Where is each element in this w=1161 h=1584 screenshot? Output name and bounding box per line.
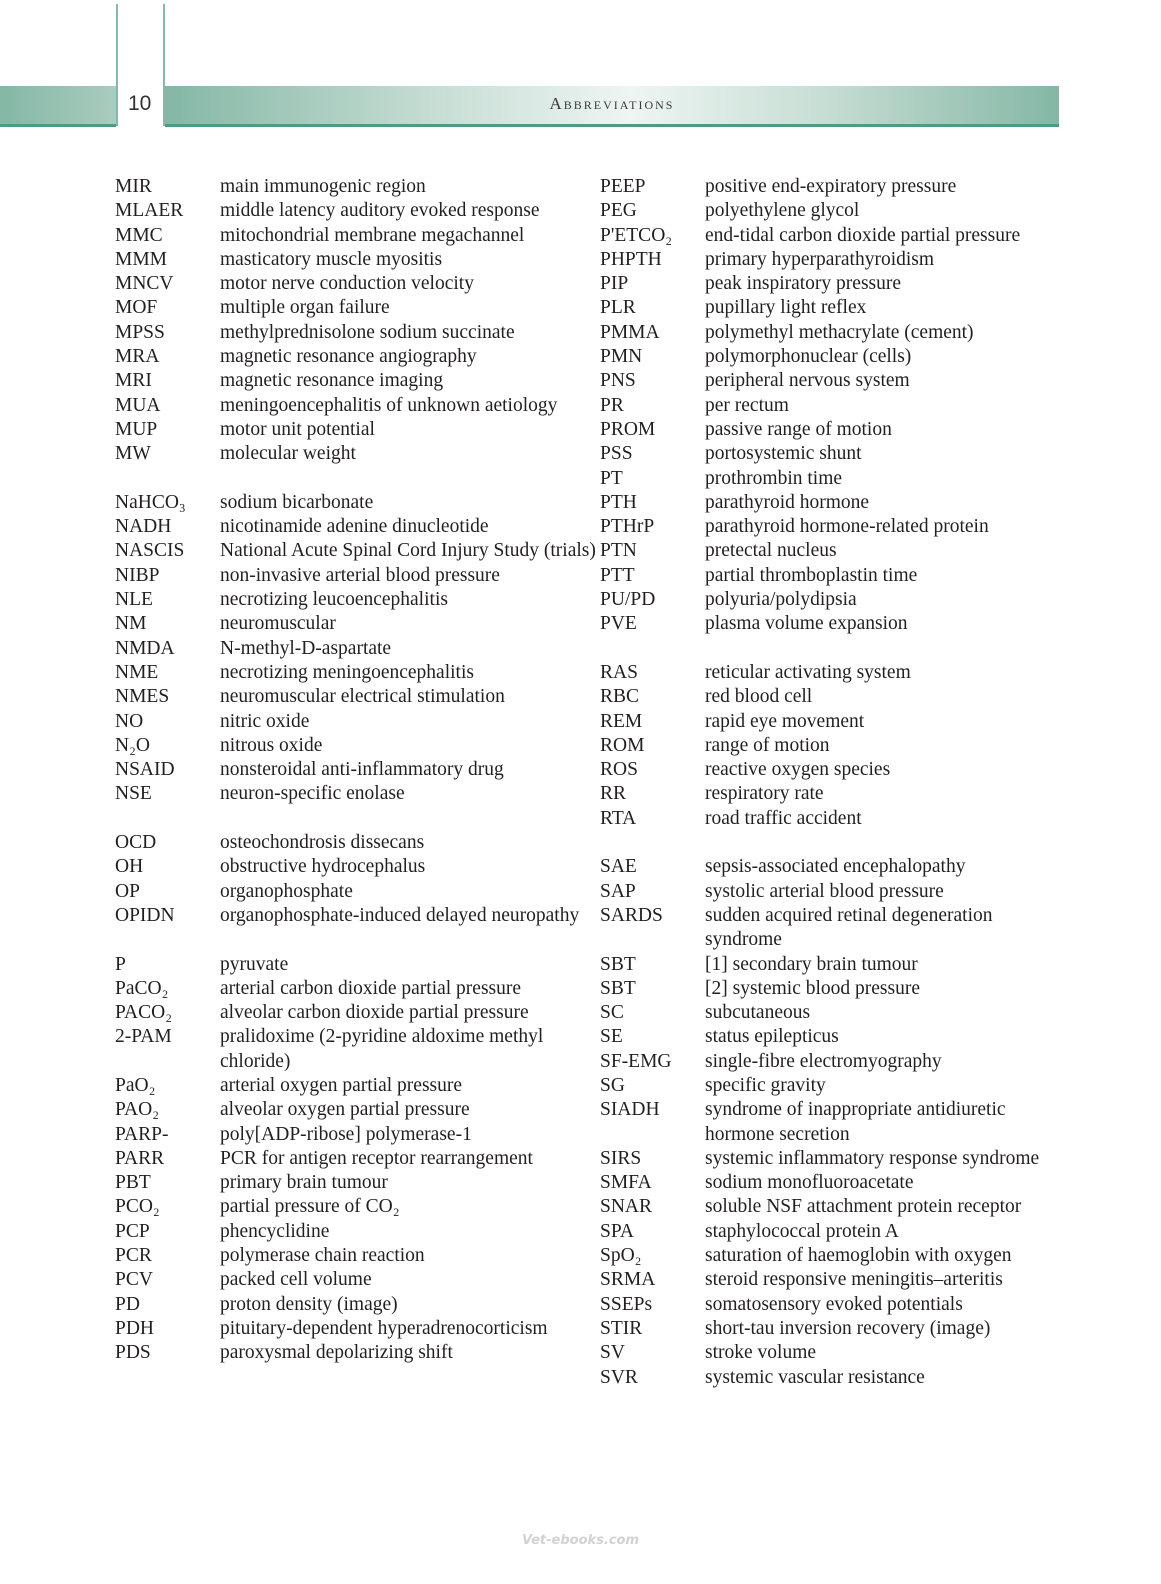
abbreviation-definition: polyuria/polydipsia bbox=[705, 589, 857, 611]
abbreviation-term: PTT bbox=[600, 564, 635, 586]
abbreviation-term: P'ETCO₂ bbox=[600, 224, 673, 246]
abbreviation-definition: alveolar carbon dioxide partial pressure bbox=[220, 1002, 529, 1024]
abbreviation-entry bbox=[600, 1098, 1060, 1147]
abbreviation-term: MUP bbox=[115, 418, 158, 440]
abbreviation-entry bbox=[115, 953, 615, 977]
abbreviation-term: MMM bbox=[115, 248, 168, 270]
margin-rule-left bbox=[116, 4, 118, 126]
abbreviation-entry bbox=[115, 1147, 615, 1171]
abbreviation-term: PVE bbox=[600, 613, 637, 635]
abbreviation-definition: red blood cell bbox=[705, 686, 813, 708]
abbreviation-entry bbox=[600, 953, 1060, 977]
abbreviation-term: ROS bbox=[600, 759, 638, 781]
abbreviation-definition: non-invasive arterial blood pressure bbox=[220, 564, 500, 586]
abbreviation-entry bbox=[600, 588, 1060, 612]
abbreviation-entry bbox=[115, 248, 615, 272]
abbreviation-term: NMES bbox=[115, 686, 170, 708]
abbreviation-definition: end-tidal carbon dioxide partial pressure bbox=[705, 224, 1021, 246]
abbreviation-definition: N-methyl-D-aspartate bbox=[220, 637, 392, 659]
abbreviation-entry bbox=[600, 394, 1060, 418]
abbreviation-entry bbox=[600, 345, 1060, 369]
abbreviation-entry bbox=[600, 734, 1060, 758]
abbreviation-definition: polymethyl methacrylate (cement) bbox=[705, 321, 974, 343]
abbreviation-term: MOF bbox=[115, 297, 158, 319]
abbreviation-entry bbox=[600, 199, 1060, 223]
abbreviation-term: SVR bbox=[600, 1366, 638, 1388]
abbreviation-term: PaO₂ bbox=[115, 1074, 156, 1096]
abbreviation-definition: organophosphate bbox=[220, 880, 353, 902]
abbreviation-term: N₂O bbox=[115, 734, 150, 756]
abbreviation-entry bbox=[115, 345, 615, 369]
abbreviation-definition: status epilepticus bbox=[705, 1026, 839, 1048]
abbreviation-term: MPSS bbox=[115, 321, 165, 343]
abbreviation-entry bbox=[115, 491, 615, 515]
abbreviation-term: MIR bbox=[115, 176, 152, 197]
abbreviation-term: NSAID bbox=[115, 759, 175, 781]
abbreviation-definition: single-fibre electromyography bbox=[705, 1050, 942, 1072]
abbreviation-entry bbox=[600, 661, 1060, 685]
abbreviation-entry bbox=[600, 1220, 1060, 1244]
abbreviation-entry bbox=[600, 782, 1060, 806]
abbreviation-definition: prothrombin time bbox=[705, 467, 843, 489]
abbreviation-definition: poly[ADP-ribose] polymerase-1 bbox=[220, 1123, 472, 1145]
abbreviation-entry bbox=[115, 1171, 615, 1195]
abbreviation-entry bbox=[115, 977, 615, 1001]
abbreviation-entry bbox=[600, 1171, 1060, 1195]
abbreviation-entry bbox=[600, 1341, 1060, 1365]
abbreviation-term: PTHrP bbox=[600, 516, 655, 538]
abbreviation-entry bbox=[600, 710, 1060, 734]
abbreviation-definition: nonsteroidal anti-inflammatory drug bbox=[220, 759, 504, 781]
abbreviation-term: SE bbox=[600, 1026, 623, 1048]
abbreviation-term: 2-PAM bbox=[115, 1026, 172, 1048]
abbreviation-definition: neuron-specific enolase bbox=[220, 783, 405, 805]
header-band-left bbox=[0, 86, 116, 127]
abbreviation-definition: polymorphonuclear (cells) bbox=[705, 346, 912, 368]
abbreviation-entry bbox=[115, 296, 615, 320]
abbreviation-entry bbox=[115, 588, 615, 612]
abbreviation-entry bbox=[115, 564, 615, 588]
abbreviation-definition: passive range of motion bbox=[705, 418, 892, 440]
abbreviation-entry bbox=[600, 296, 1060, 320]
abbreviation-definition: neuromuscular bbox=[220, 613, 336, 635]
abbreviation-definition: rapid eye movement bbox=[705, 710, 865, 732]
running-title: Abbreviations bbox=[549, 94, 675, 113]
abbreviation-entry bbox=[600, 1366, 1060, 1390]
abbreviation-definition: main immunogenic region bbox=[220, 176, 426, 197]
abbreviation-entry bbox=[115, 782, 615, 806]
abbreviation-definition: partial thromboplastin time bbox=[705, 564, 918, 586]
abbreviation-definition: staphylococcal protein A bbox=[705, 1220, 899, 1242]
abbreviation-definition: parathyroid hormone bbox=[705, 491, 870, 513]
abbreviation-term: SNAR bbox=[600, 1196, 653, 1218]
abbreviation-entry bbox=[600, 321, 1060, 345]
abbreviation-entry bbox=[115, 855, 615, 879]
abbreviation-entry bbox=[115, 1244, 615, 1268]
abbreviation-term: PLR bbox=[600, 297, 636, 319]
abbreviation-definition: proton density (image) bbox=[220, 1293, 398, 1315]
abbreviation-term: PDH bbox=[115, 1317, 155, 1339]
abbreviation-definition: pituitary-dependent hyperadrenocorticism bbox=[220, 1317, 548, 1339]
abbreviation-entry bbox=[600, 855, 1060, 879]
abbreviation-entry bbox=[600, 539, 1060, 563]
abbreviation-definition: pyruvate bbox=[220, 953, 289, 975]
abbreviation-term: NASCIS bbox=[115, 540, 185, 562]
abbreviation-term: SBT bbox=[600, 953, 636, 975]
abbreviation-definition: polyethylene glycol bbox=[705, 200, 860, 222]
abbreviation-list-left bbox=[115, 175, 615, 1366]
abbreviation-term: PMMA bbox=[600, 321, 660, 343]
abbreviation-term: PR bbox=[600, 394, 624, 416]
abbreviation-definition: nitric oxide bbox=[220, 710, 310, 732]
abbreviation-entry bbox=[600, 442, 1060, 466]
abbreviation-definition: neuromuscular electrical stimulation bbox=[220, 686, 505, 708]
abbreviation-entry bbox=[600, 1025, 1060, 1049]
abbreviation-term: RTA bbox=[600, 807, 637, 829]
abbreviation-term: PBT bbox=[115, 1172, 151, 1194]
abbreviation-definition: [1] secondary brain tumour bbox=[705, 953, 918, 975]
abbreviation-entry bbox=[600, 977, 1060, 1001]
abbreviation-term: MW bbox=[115, 443, 151, 465]
abbreviation-entry bbox=[115, 175, 615, 199]
abbreviation-term: NSE bbox=[115, 783, 152, 805]
abbreviation-definition: magnetic resonance angiography bbox=[220, 346, 477, 368]
abbreviation-term: MRA bbox=[115, 346, 160, 368]
abbreviation-definition: motor unit potential bbox=[220, 418, 375, 440]
abbreviation-definition: sudden acquired retinal degeneration syndrome bbox=[705, 904, 993, 951]
abbreviation-definition: range of motion bbox=[705, 734, 830, 756]
abbreviation-definition: systemic inflammatory response syndrome bbox=[705, 1147, 1040, 1169]
abbreviation-definition: osteochondrosis dissecans bbox=[220, 832, 425, 854]
abbreviation-definition: National Acute Spinal Cord Injury Study (trials) bbox=[220, 540, 596, 562]
abbreviation-term: PNS bbox=[600, 370, 636, 392]
abbreviation-entry bbox=[600, 807, 1060, 831]
abbreviation-definition: pretectal nucleus bbox=[705, 540, 837, 562]
abbreviation-entry bbox=[600, 612, 1060, 636]
abbreviation-entry bbox=[115, 442, 615, 466]
abbreviation-term: PD bbox=[115, 1293, 140, 1315]
abbreviation-definition: arterial carbon dioxide partial pressure bbox=[220, 977, 522, 999]
abbreviation-entry bbox=[600, 491, 1060, 515]
abbreviation-entry bbox=[600, 1317, 1060, 1341]
abbreviation-term: SC bbox=[600, 1002, 624, 1024]
abbreviation-definition: alveolar oxygen partial pressure bbox=[220, 1099, 470, 1121]
abbreviation-term: OP bbox=[115, 880, 140, 902]
abbreviation-term: NIBP bbox=[115, 564, 160, 586]
abbreviation-definition: multiple organ failure bbox=[220, 297, 390, 319]
abbreviation-term: PTN bbox=[600, 540, 637, 562]
abbreviation-entry bbox=[115, 1293, 615, 1317]
abbreviation-definition: reticular activating system bbox=[705, 661, 911, 683]
abbreviation-term: MRI bbox=[115, 370, 152, 392]
abbreviation-entry bbox=[600, 1244, 1060, 1268]
abbreviation-entry bbox=[600, 904, 1060, 953]
abbreviation-definition: peripheral nervous system bbox=[705, 370, 910, 392]
abbreviation-term: SBT bbox=[600, 977, 636, 999]
abbreviation-term: MMC bbox=[115, 224, 163, 246]
abbreviation-term: PACO₂ bbox=[115, 1002, 173, 1024]
abbreviation-term: OCD bbox=[115, 832, 157, 854]
abbreviation-definition: necrotizing leucoencephalitis bbox=[220, 589, 448, 611]
abbreviation-definition: steroid responsive meningitis–arteritis bbox=[705, 1269, 1003, 1291]
abbreviation-definition: sodium monofluoroacetate bbox=[705, 1172, 914, 1194]
abbreviation-definition: PCR for antigen receptor rearrangement bbox=[220, 1147, 533, 1169]
abbreviation-term: SARDS bbox=[600, 904, 663, 926]
abbreviation-term: NM bbox=[115, 613, 147, 635]
abbreviation-term: SPA bbox=[600, 1220, 634, 1242]
abbreviation-definition: paroxysmal depolarizing shift bbox=[220, 1342, 453, 1364]
abbreviation-entry bbox=[115, 1074, 615, 1098]
abbreviation-definition: portosystemic shunt bbox=[705, 443, 862, 465]
abbreviation-definition: methylprednisolone sodium succinate bbox=[220, 321, 515, 343]
abbreviation-term: SV bbox=[600, 1342, 625, 1364]
abbreviation-entry bbox=[115, 685, 615, 709]
abbreviation-definition: magnetic resonance imaging bbox=[220, 370, 444, 392]
abbreviation-term: NMDA bbox=[115, 637, 175, 659]
abbreviation-term: PCO₂ bbox=[115, 1196, 160, 1218]
abbreviation-definition: systolic arterial blood pressure bbox=[705, 880, 944, 902]
abbreviation-entry bbox=[600, 1293, 1060, 1317]
abbreviation-definition: per rectum bbox=[705, 394, 789, 416]
abbreviation-term: SRMA bbox=[600, 1269, 656, 1291]
abbreviation-entry bbox=[115, 710, 615, 734]
abbreviation-definition: short-tau inversion recovery (image) bbox=[705, 1317, 991, 1339]
abbreviation-definition: somatosensory evoked potentials bbox=[705, 1293, 963, 1315]
abbreviation-entry bbox=[115, 1220, 615, 1244]
abbreviation-term: NaHCO₃ bbox=[115, 491, 186, 513]
abbreviation-definition: mitochondrial membrane megachannel bbox=[220, 224, 525, 246]
abbreviation-definition: pupillary light reflex bbox=[705, 297, 867, 319]
abbreviation-list-right bbox=[600, 175, 1060, 1390]
abbreviation-entry bbox=[115, 224, 615, 248]
abbreviation-definition: [2] systemic blood pressure bbox=[705, 977, 920, 999]
abbreviation-definition: sepsis-associated encephalopathy bbox=[705, 856, 966, 878]
abbreviation-term: SAP bbox=[600, 880, 636, 902]
abbreviation-entry bbox=[115, 637, 615, 661]
abbreviation-entry bbox=[600, 758, 1060, 782]
abbreviation-term: OH bbox=[115, 856, 144, 878]
abbreviation-term: SMFA bbox=[600, 1172, 652, 1194]
abbreviation-term: RAS bbox=[600, 661, 638, 683]
abbreviation-term: NLE bbox=[115, 589, 153, 611]
abbreviation-term: PCV bbox=[115, 1269, 153, 1291]
abbreviation-definition: primary hyperparathyroidism bbox=[705, 248, 935, 270]
abbreviation-entry bbox=[600, 1074, 1060, 1098]
abbreviation-entry bbox=[600, 564, 1060, 588]
abbreviation-definition: nicotinamide adenine dinucleotide bbox=[220, 516, 489, 538]
abbreviation-definition: road traffic accident bbox=[705, 807, 862, 829]
abbreviation-definition: motor nerve conduction velocity bbox=[220, 273, 474, 295]
abbreviation-entry bbox=[600, 515, 1060, 539]
abbreviation-term: REM bbox=[600, 710, 643, 732]
abbreviation-entry bbox=[115, 1025, 615, 1074]
abbreviation-term: P bbox=[115, 953, 126, 975]
abbreviation-term: SIRS bbox=[600, 1147, 642, 1169]
abbreviation-term: PEG bbox=[600, 200, 637, 222]
abbreviation-definition: partial pressure of CO₂ bbox=[220, 1196, 400, 1218]
abbreviation-term: SSEPs bbox=[600, 1293, 653, 1315]
abbreviation-term: MLAER bbox=[115, 200, 184, 222]
abbreviation-entry bbox=[115, 661, 615, 685]
abbreviation-term: SAE bbox=[600, 856, 637, 878]
abbreviation-entry bbox=[600, 418, 1060, 442]
abbreviation-definition: pralidoxime (2-pyridine aldoxime methyl chloride) bbox=[220, 1026, 544, 1072]
watermark: Vet-ebooks.com bbox=[521, 1533, 640, 1548]
abbreviation-entry bbox=[600, 175, 1060, 199]
abbreviation-entry bbox=[600, 1268, 1060, 1292]
abbreviation-definition: meningoencephalitis of unknown aetiology bbox=[220, 394, 558, 416]
abbreviation-entry bbox=[115, 1341, 615, 1365]
abbreviation-entry bbox=[600, 467, 1060, 491]
abbreviation-definition: specific gravity bbox=[705, 1074, 826, 1096]
abbreviation-definition: sodium bicarbonate bbox=[220, 491, 374, 513]
abbreviation-definition: subcutaneous bbox=[705, 1002, 811, 1024]
abbreviation-entry bbox=[600, 1050, 1060, 1074]
abbreviation-entry bbox=[115, 758, 615, 782]
abbreviation-entry bbox=[115, 1317, 615, 1341]
abbreviation-definition: reactive oxygen species bbox=[705, 759, 891, 781]
abbreviation-term: PEEP bbox=[600, 176, 646, 197]
abbreviation-term: PT bbox=[600, 467, 623, 489]
abbreviation-entry bbox=[115, 369, 615, 393]
abbreviation-entry bbox=[115, 539, 615, 563]
abbreviation-term: SpO₂ bbox=[600, 1245, 642, 1267]
abbreviation-term: PCR bbox=[115, 1245, 152, 1267]
abbreviation-term: PDS bbox=[115, 1342, 151, 1364]
page-number: 10 bbox=[128, 92, 152, 115]
abbreviation-term: PIP bbox=[600, 273, 629, 295]
abbreviation-definition: stroke volume bbox=[705, 1342, 817, 1364]
abbreviation-entry bbox=[115, 272, 615, 296]
abbreviation-term: SG bbox=[600, 1074, 625, 1096]
abbreviation-term: OPIDN bbox=[115, 904, 175, 926]
abbreviation-definition: nitrous oxide bbox=[220, 734, 323, 756]
abbreviation-term: ROM bbox=[600, 734, 645, 756]
abbreviation-term: RBC bbox=[600, 686, 640, 708]
abbreviation-term: PU/PD bbox=[600, 589, 656, 611]
abbreviation-entry bbox=[115, 1268, 615, 1292]
abbreviation-definition: plasma volume expansion bbox=[705, 613, 908, 635]
abbreviation-term: STIR bbox=[600, 1317, 643, 1339]
abbreviation-term: PaCO₂ bbox=[115, 977, 169, 999]
abbreviation-entry bbox=[600, 369, 1060, 393]
abbreviation-term: MNCV bbox=[115, 273, 174, 295]
abbreviation-definition: organophosphate-induced delayed neuropathy bbox=[220, 904, 580, 926]
abbreviation-entry bbox=[115, 1098, 615, 1122]
abbreviation-entry bbox=[600, 685, 1060, 709]
abbreviation-definition: primary brain tumour bbox=[220, 1172, 388, 1194]
abbreviation-entry bbox=[600, 224, 1060, 248]
abbreviation-entry bbox=[115, 612, 615, 636]
abbreviation-definition: polymerase chain reaction bbox=[220, 1245, 425, 1267]
abbreviation-definition: parathyroid hormone-related protein bbox=[705, 516, 989, 538]
abbreviation-term: PMN bbox=[600, 346, 643, 368]
abbreviation-definition: arterial oxygen partial pressure bbox=[220, 1074, 463, 1096]
abbreviation-term: PARP- bbox=[115, 1123, 169, 1145]
abbreviation-term: NO bbox=[115, 710, 144, 732]
abbreviation-term: SF-EMG bbox=[600, 1050, 672, 1072]
abbreviation-definition: respiratory rate bbox=[705, 783, 824, 805]
abbreviation-definition: phencyclidine bbox=[220, 1220, 330, 1242]
abbreviation-term: SIADH bbox=[600, 1099, 660, 1121]
abbreviation-entry bbox=[115, 904, 615, 928]
abbreviation-entry bbox=[115, 515, 615, 539]
abbreviation-entry bbox=[115, 199, 615, 223]
abbreviation-definition: peak inspiratory pressure bbox=[705, 273, 902, 295]
abbreviation-definition: saturation of haemoglobin with oxygen bbox=[705, 1245, 1012, 1267]
abbreviation-entry bbox=[115, 1195, 615, 1219]
abbreviation-entry bbox=[600, 1147, 1060, 1171]
abbreviation-entry bbox=[600, 1195, 1060, 1219]
abbreviation-entry bbox=[115, 394, 615, 418]
abbreviation-definition: systemic vascular resistance bbox=[705, 1366, 925, 1388]
abbreviation-entry bbox=[115, 1001, 615, 1025]
abbreviation-term: PHPTH bbox=[600, 248, 662, 270]
abbreviation-term: NME bbox=[115, 661, 159, 683]
abbreviation-entry bbox=[115, 1123, 615, 1147]
abbreviation-definition: necrotizing meningoencephalitis bbox=[220, 661, 474, 683]
abbreviation-definition: syndrome of inappropriate antidiuretic hormone secretion bbox=[705, 1099, 1006, 1145]
abbreviation-definition: soluble NSF attachment protein receptor bbox=[705, 1196, 1022, 1218]
abbreviation-term: RR bbox=[600, 783, 627, 805]
abbreviation-term: PSS bbox=[600, 443, 633, 465]
abbreviation-entry bbox=[115, 321, 615, 345]
abbreviation-definition: positive end-expiratory pressure bbox=[705, 176, 957, 197]
abbreviation-term: MUA bbox=[115, 394, 161, 416]
abbreviation-term: NADH bbox=[115, 516, 172, 538]
abbreviation-term: PTH bbox=[600, 491, 637, 513]
abbreviation-term: PROM bbox=[600, 418, 656, 440]
abbreviation-term: PARR bbox=[115, 1147, 165, 1169]
abbreviation-term: PCP bbox=[115, 1220, 150, 1242]
abbreviation-entry bbox=[115, 831, 615, 855]
abbreviation-entry bbox=[600, 272, 1060, 296]
abbreviation-definition: masticatory muscle myositis bbox=[220, 248, 443, 270]
abbreviation-definition: obstructive hydrocephalus bbox=[220, 856, 426, 878]
abbreviation-entry bbox=[600, 880, 1060, 904]
abbreviation-entry bbox=[115, 734, 615, 758]
abbreviation-entry bbox=[115, 418, 615, 442]
abbreviation-term: PAO₂ bbox=[115, 1099, 160, 1121]
abbreviation-definition: packed cell volume bbox=[220, 1269, 372, 1291]
abbreviation-definition: middle latency auditory evoked response bbox=[220, 200, 540, 222]
abbreviation-definition: molecular weight bbox=[220, 443, 356, 465]
abbreviation-entry bbox=[600, 1001, 1060, 1025]
abbreviation-entry bbox=[115, 880, 615, 904]
abbreviation-entry bbox=[600, 248, 1060, 272]
